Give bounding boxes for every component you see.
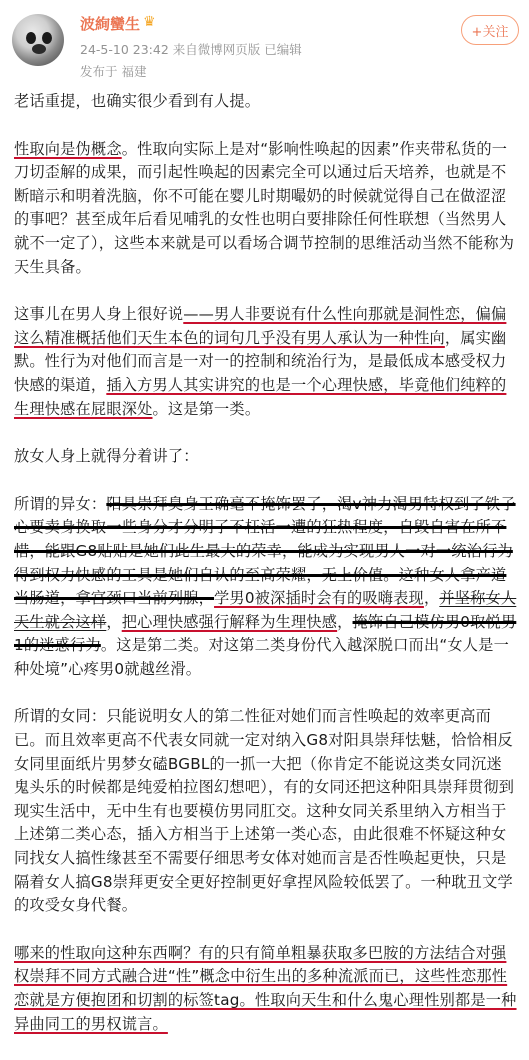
username[interactable]: 波絢蠻生 (80, 15, 141, 33)
marked-text: 阳具崇拜臭身王确毫不掩饰罢了，渴v神力渴男特权到了铁子心要卖身换取一些身分才分明了不枉活一遭的狂热程度，自毁自害在所不惜，能跟G8贴贴是她们此生最大的荣幸，能成为实现男人一对一统治行为得到权力快感的工具是她们自认的至高荣耀，无上价值。这种女人拿产道当肠道，拿宫颈口当前列腺， (14, 494, 516, 608)
text-segment: ， (106, 612, 122, 631)
post-paragraph (14, 705, 517, 917)
avatar-eye (42, 32, 52, 44)
post-paragraph (14, 493, 517, 682)
text-segment: 所谓的女同：只能说明女人的第二性征对她们而言性唤起的效率更高而已。而且效率更高不代表女同就一定对纳入G8对阳具崇拜怯魅，恰恰相反女同里面纸片男梦女磕BGBL的一抓一大把（你肯定不能说这类女同沉迷鬼头乐的时候都是纯爱柏拉图幻想吧），有的女同还把这种阳具崇拜贯彻到现实生活中，无中生有也要模仿男同肛交。这种女同关系里纳入方相当于上述第二类心态，插入方相当于上述第一类心态，由此很难不怀疑这种女同找女人搞性缘甚至不需要仔细思考女体对她而言是否性唤起更快，只是隔着女人搞G8崇拜更安全更好控制更好拿捏风险较低罢了。一种耽丑文学的攻受女身代餐。 (14, 707, 515, 915)
marked-text: 哪来的性取向这种东西啊？有的只有简单粗暴获取多巴胺的方法结合对强权崇拜不同方式融合进“性”概念中衍生出的多种流派而已，这些性恋那性恋就是方便抱团和切割的标签tag。性取向天生和什么鬼心理性别都是一种异曲同工的男权谎言。 (14, 943, 517, 1033)
avatar-eye (26, 32, 36, 44)
post-paragraph (14, 942, 517, 1036)
post-meta: 24-5-10 23:42 来自微博网页版 已编辑 (80, 42, 302, 57)
marked-text: 掩饰自己模仿男0取悦男1的迷惑行为 (14, 612, 517, 655)
post-paragraph (14, 90, 517, 114)
text-segment: 老话重提，也确实很少看到有人提。 (14, 92, 261, 110)
post-paragraph (14, 445, 517, 469)
marked-text: 把心理快感强行解释为生理快感 (121, 612, 338, 631)
avatar-snout (32, 44, 46, 54)
post-header (0, 0, 529, 86)
text-segment: 这事儿在男人身上很好说 (14, 305, 184, 324)
marked-text: 插入方男人其实讲究的也是一个心理快感，毕竟他们纯粹的生理快感在屁眼深处 (14, 375, 507, 418)
text-segment: 放女人身上就得分着讲了： (14, 447, 199, 466)
text-segment: ，属实幽默。性行为对他们而言是一对一的控制和统治行为，是最低成本感受权力快感的渠道， (14, 328, 507, 394)
text-segment: ， (337, 612, 353, 631)
marked-text: 性取向是伪概念 (14, 139, 122, 158)
marked-text: ——男人非要说有什么性向那就是洞性恋，偏偏这么精准概括他们天生本色的词句几乎没有男人承认为一种性向 (14, 305, 507, 347)
marked-text: 学男0被深插时会有的吸嗨表现 (214, 589, 424, 608)
crown-icon: ♛ (143, 14, 156, 30)
text-segment: 。这是第一类。 (152, 399, 261, 418)
text-segment: 所谓的异女： (14, 494, 107, 513)
post-location: 发布于 福建 (80, 64, 147, 79)
marked-text: 并坚称女人天生就会这样 (14, 589, 517, 631)
follow-button[interactable]: +关注 (461, 15, 519, 45)
text-segment: 。这是第二类。对这第二类身份代入越深脱口而出“女人是一种处境”心疼男0就越丝滑。 (14, 636, 509, 678)
post-paragraph (14, 303, 517, 421)
post-content (14, 90, 517, 1060)
text-segment: 。性取向实际上是对“影响性唤起的因素”作夹带私货的一刀切歪解的成果，而引起性唤起的因素完全可以通过后天培养，也就是不断暗示和明着洗脑，你不可能在婴儿时期嘬奶的时候就觉得自己在做涩涩的事吧？甚至成年后看见哺乳的女性也明白要排除任何性联想（当然男人就不一定了），这些本来就是可以看场合调节控制的思维活动当然不能称为天生具备。 (14, 139, 515, 276)
avatar[interactable] (12, 14, 64, 66)
post-paragraph (14, 138, 517, 280)
text-segment: ， (423, 589, 440, 608)
